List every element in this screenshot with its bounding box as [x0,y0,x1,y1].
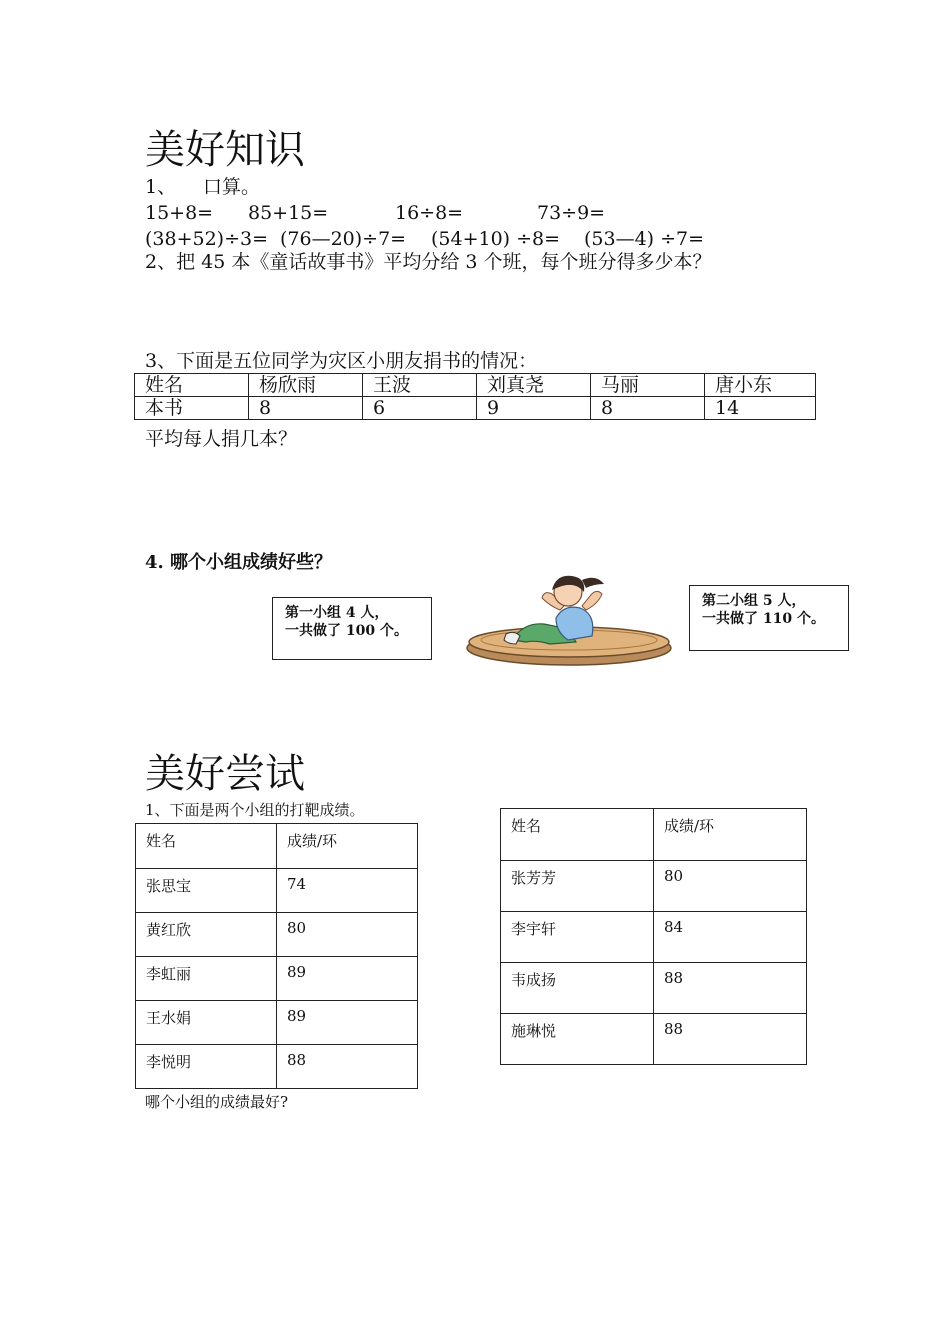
table-row [136,869,418,913]
s2-q1-text: 1、下面是两个小组的打靶成绩。 [145,801,365,819]
box-line: 一共做了 110 个。 [702,611,825,627]
box-line: 一共做了 100 个。 [285,623,408,639]
table-row [136,913,418,957]
table-cell: 6 [363,397,477,420]
calc-item: 73÷9= [537,202,606,224]
table-cell: 张芳芳 [501,861,654,912]
table-cell: 李宇轩 [501,912,654,963]
table-cell: 89 [277,957,418,1001]
table-cell: 成绩/环 [277,824,418,869]
table-row [501,912,807,963]
q3-text: 3、下面是五位同学为灾区小朋友捐书的情况： [145,350,538,372]
table-cell: 89 [277,1001,418,1045]
table-row [136,1001,418,1045]
group2-box [689,585,849,651]
table-cell: 74 [277,869,418,913]
calc-item: 85+15= [248,202,329,224]
table-row [501,1014,807,1065]
q4-title: 4. 哪个小组成绩好些？ [145,552,333,573]
table-cell: 88 [654,963,807,1014]
q3-question: 平均每人捐几本？ [145,428,298,450]
table-cell: 王水娟 [136,1001,277,1045]
target-table-group1 [135,823,418,1089]
table-cell: 杨欣雨 [249,374,363,397]
calc-item: 16÷8= [395,202,464,224]
table-cell: 黄红欣 [136,913,277,957]
table-row [136,824,418,869]
table-row [136,1045,418,1089]
table-cell: 马丽 [591,374,705,397]
target-table-group2 [500,808,807,1065]
table-cell: 80 [277,913,418,957]
table-cell: 80 [654,861,807,912]
table-cell: 施琳悦 [501,1014,654,1065]
q1-heading: 口算。 [203,176,261,198]
table-cell: 88 [277,1045,418,1089]
calc-item: 15+8= [145,202,214,224]
table-cell: 王波 [363,374,477,397]
table-cell: 成绩/环 [654,809,807,861]
table-cell: 姓名 [501,809,654,861]
table-cell: 84 [654,912,807,963]
table-row [136,957,418,1001]
calc-item: (38+52)÷3= [145,228,269,250]
q1-label: 1、 [145,176,177,198]
table-cell: 本书 [135,397,249,420]
table-cell: 8 [591,397,705,420]
section-title-knowledge: 美好知识 [145,127,305,173]
table-cell: 张思宝 [136,869,277,913]
box-line: 第二小组 5 人， [702,593,806,609]
situp-girl-illustration [464,570,674,668]
table-row [501,963,807,1014]
table-cell: 李悦明 [136,1045,277,1089]
q2-text: 2、把 45 本《童话故事书》平均分给 3 个班，每个班分得多少本？ [145,251,712,273]
table-row [501,861,807,912]
table-cell: 韦成扬 [501,963,654,1014]
s2-question: 哪个小组的成绩最好? [145,1093,289,1111]
box-line: 第一小组 4 人， [285,605,389,621]
table-cell: 14 [705,397,816,420]
calc-item: (53—4) ÷7= [584,228,705,250]
table-row [501,809,807,861]
table-cell: 刘真尧 [477,374,591,397]
section-title-try: 美好尝试 [145,751,305,797]
table-cell: 唐小东 [705,374,816,397]
table-row [135,397,816,420]
group1-box [272,597,432,660]
calc-item: (76—20)÷7= [280,228,407,250]
donation-table [134,373,816,420]
table-cell: 姓名 [135,374,249,397]
table-row [135,374,816,397]
table-cell: 9 [477,397,591,420]
calc-item: (54+10) ÷8= [431,228,561,250]
table-cell: 姓名 [136,824,277,869]
table-cell: 李虹丽 [136,957,277,1001]
table-cell: 8 [249,397,363,420]
table-cell: 88 [654,1014,807,1065]
